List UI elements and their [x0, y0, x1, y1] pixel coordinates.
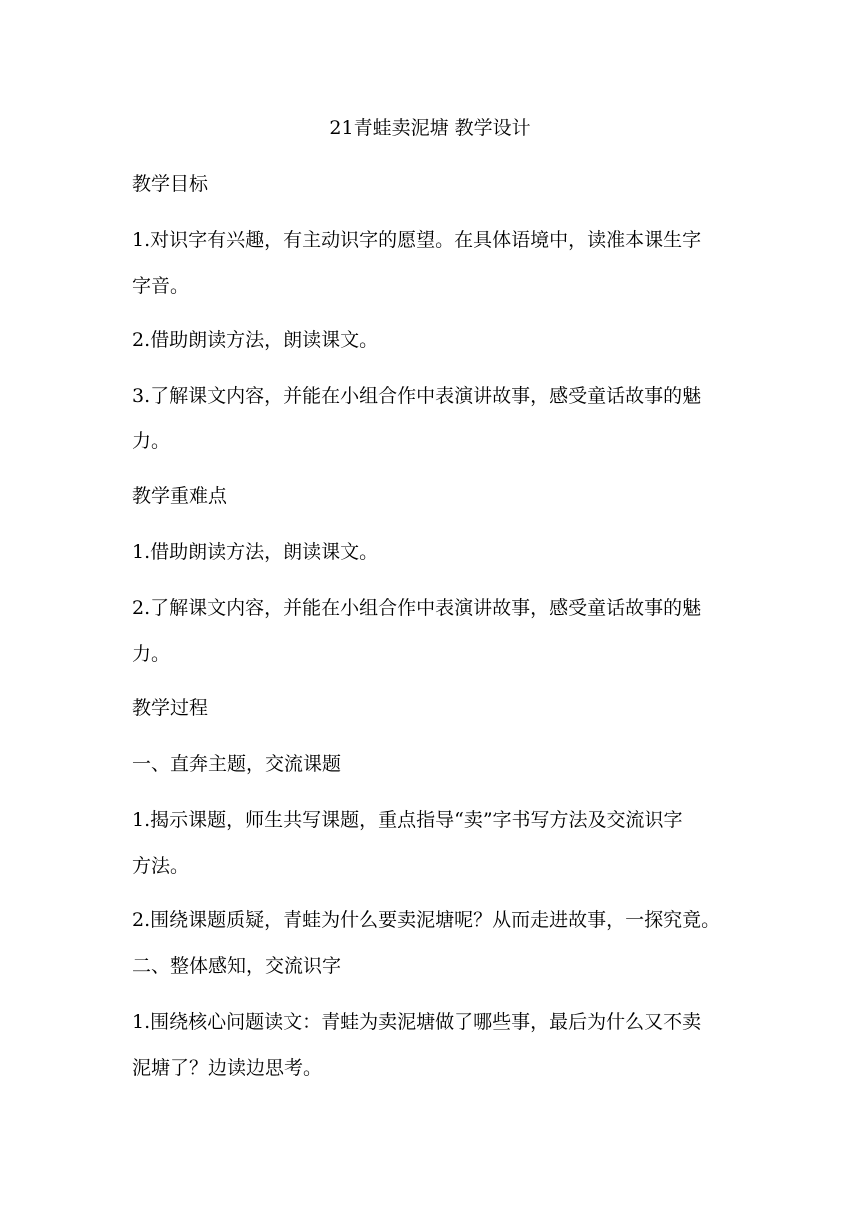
section-1-item-1-line-1: 1.揭示课题，师生共写课题，重点指导“卖”字书写方法及交流识字 — [132, 809, 683, 831]
section-2-item-1-line-2: 泥塘了？边读边思考。 — [132, 1057, 323, 1079]
objective-3-line-1: 3.了解课文内容，并能在小组合作中表演讲故事，感受童话故事的魅 — [132, 385, 702, 407]
key-point-1: 1.借助朗读方法，朗读课文。 — [132, 541, 379, 563]
section-1-item-1-line-2: 方法。 — [132, 855, 190, 877]
objective-1-line-1: 1.对识字有兴趣，有主动识字的愿望。在具体语境中，读准本课生字 — [132, 229, 702, 251]
objective-1-line-2: 字音。 — [132, 275, 190, 297]
key-point-2-line-1: 2.了解课文内容，并能在小组合作中表演讲故事，感受童话故事的魅 — [132, 597, 702, 619]
objective-2: 2.借助朗读方法，朗读课文。 — [132, 329, 379, 351]
objective-3-line-2: 力。 — [132, 430, 171, 452]
section-1-item-2: 2.围绕课题质疑，青蛙为什么要卖泥塘呢？从而走进故事，一探究竟。 — [132, 909, 721, 931]
key-point-2-line-2: 力。 — [132, 643, 171, 665]
heading-key-points: 教学重难点 — [132, 485, 228, 507]
heading-objectives: 教学目标 — [132, 173, 209, 195]
document-title: 21青蛙卖泥塘 教学设计 — [329, 117, 531, 139]
section-2-item-1-line-1: 1.围绕核心问题读文：青蛙为卖泥塘做了哪些事，最后为什么又不卖 — [132, 1011, 702, 1033]
heading-process: 教学过程 — [132, 697, 209, 719]
section-2-heading: 二、整体感知，交流识字 — [132, 955, 342, 977]
section-1-heading: 一、直奔主题，交流课题 — [132, 753, 342, 775]
